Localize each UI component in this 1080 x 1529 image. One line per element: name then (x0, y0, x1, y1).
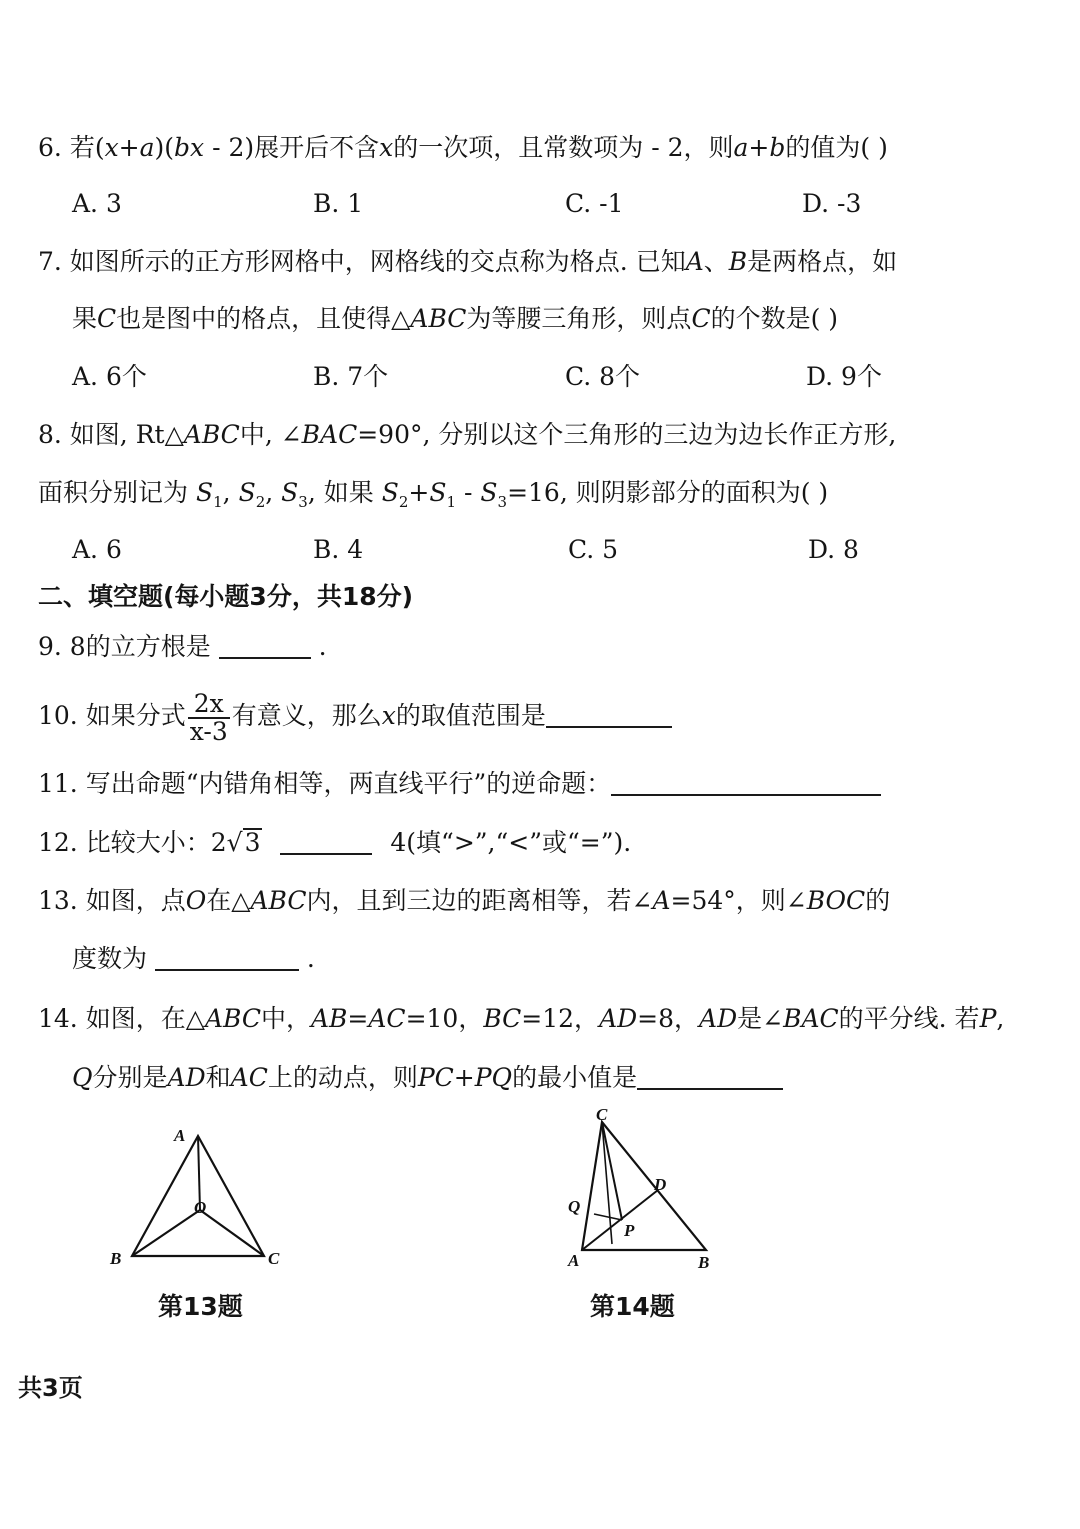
q6-stem: 6. 若(x+a)(bx - 2)展开后不含x的一次项，且常数项为 - 2，则a+b的值为( ) (38, 133, 888, 162)
q14-stem-line1: 14. 如图，在△ABC中，AB=AC=10，BC=12，AD=8，AD是∠BAC的平分线. 若P, (38, 1004, 1005, 1033)
q12-answer-blank[interactable] (280, 829, 372, 855)
figure-13-triangle (100, 1118, 300, 1278)
q8-stem-line2: 面积分别记为 $S_1$, $S_2$, $S_3$, 如果 $S_2+S_1 - S_3=16$, 则阴影部分的面积为( ) (38, 478, 829, 511)
q6-option-b: B. 1 (313, 189, 364, 218)
fig13-segment-bo (132, 1210, 200, 1256)
q8-option-c: C. 5 (568, 535, 619, 564)
figure-14-triangle (556, 1100, 736, 1280)
q6-option-d: D. -3 (802, 189, 862, 218)
q14-answer-blank[interactable] (637, 1064, 783, 1090)
q9: 9. 8的立方根是 . (38, 632, 327, 661)
fig14-label-q: Q (568, 1197, 581, 1216)
q12: 12. 比较大小：2√3 4(填“>”,“<”或“=”). (38, 828, 632, 857)
q6-option-c: C. -1 (565, 189, 624, 218)
fig13-label-c: C (268, 1249, 280, 1268)
q7-stem-line1: 7. 如图所示的正方形网格中，网格线的交点称为格点. 已知A、B是两格点，如 (38, 247, 898, 276)
q6-option-a: A. 3 (72, 189, 122, 218)
section-heading-fill-blank: 二、填空题(每小题3分，共18分) (38, 582, 414, 611)
page-footer: 共3页 (18, 1374, 83, 1402)
q13-stem-line2: 度数为 . (72, 944, 315, 973)
fig14-label-b: B (698, 1253, 710, 1272)
fig13-label-a: A (174, 1126, 186, 1145)
fig13-label-o: O (194, 1198, 207, 1217)
q11-answer-blank[interactable] (611, 770, 881, 796)
q7-option-d: D. 9个 (806, 362, 882, 391)
q10-fraction: $\frac{2x}{x-3}$ (189, 688, 228, 746)
fig14-triangle-acb (582, 1122, 706, 1250)
q11: 11. 写出命题“内错角相等，两直线平行”的逆命题： (38, 767, 881, 801)
q7-option-c: C. 8个 (565, 362, 641, 391)
q7-option-b: B. 7个 (313, 362, 389, 391)
q8-option-d: D. 8 (808, 535, 859, 564)
fig14-segment-c-a (602, 1122, 612, 1244)
fig14-label-a: A (568, 1251, 580, 1270)
q7-option-a: A. 6个 (72, 362, 147, 391)
q7-stem-line2: 果C也是图中的格点，且使得△ABC为等腰三角形，则点C的个数是( ) (72, 304, 839, 333)
fig14-label-c: C (596, 1105, 608, 1124)
fig14-segment-cp (602, 1122, 622, 1220)
q13-answer-blank[interactable] (155, 945, 299, 971)
fig14-segment-qp (594, 1214, 622, 1220)
q9-answer-blank[interactable] (219, 633, 311, 659)
fig13-segment-co (200, 1210, 264, 1256)
q8-option-b: B. 4 (313, 535, 364, 564)
q8-option-a: A. 6 (72, 535, 122, 564)
q10-answer-blank[interactable] (546, 702, 672, 728)
fig14-label-d: D (654, 1175, 667, 1194)
q8-stem-line1: 8. 如图, Rt△ABC中, ∠BAC=90°, 分别以这个三角形的三边为边长作正方形, (38, 420, 897, 449)
q10: 10. 如果分式 $\frac{2x}{x-3}$ 有意义，那么x的取值范围是 (38, 686, 672, 746)
fig14-label-p: P (624, 1221, 635, 1240)
fig14-caption: 第14题 (590, 1292, 675, 1321)
q13-stem-line1: 13. 如图，点O在△ABC内，且到三边的距离相等，若∠A=54°，则∠BOC的 (38, 886, 891, 915)
fig13-label-b: B (110, 1249, 122, 1268)
fig13-caption: 第13题 (158, 1292, 243, 1321)
q14-stem-line2: Q分别是AD和AC上的动点，则PC+PQ的最小值是 (72, 1061, 783, 1095)
